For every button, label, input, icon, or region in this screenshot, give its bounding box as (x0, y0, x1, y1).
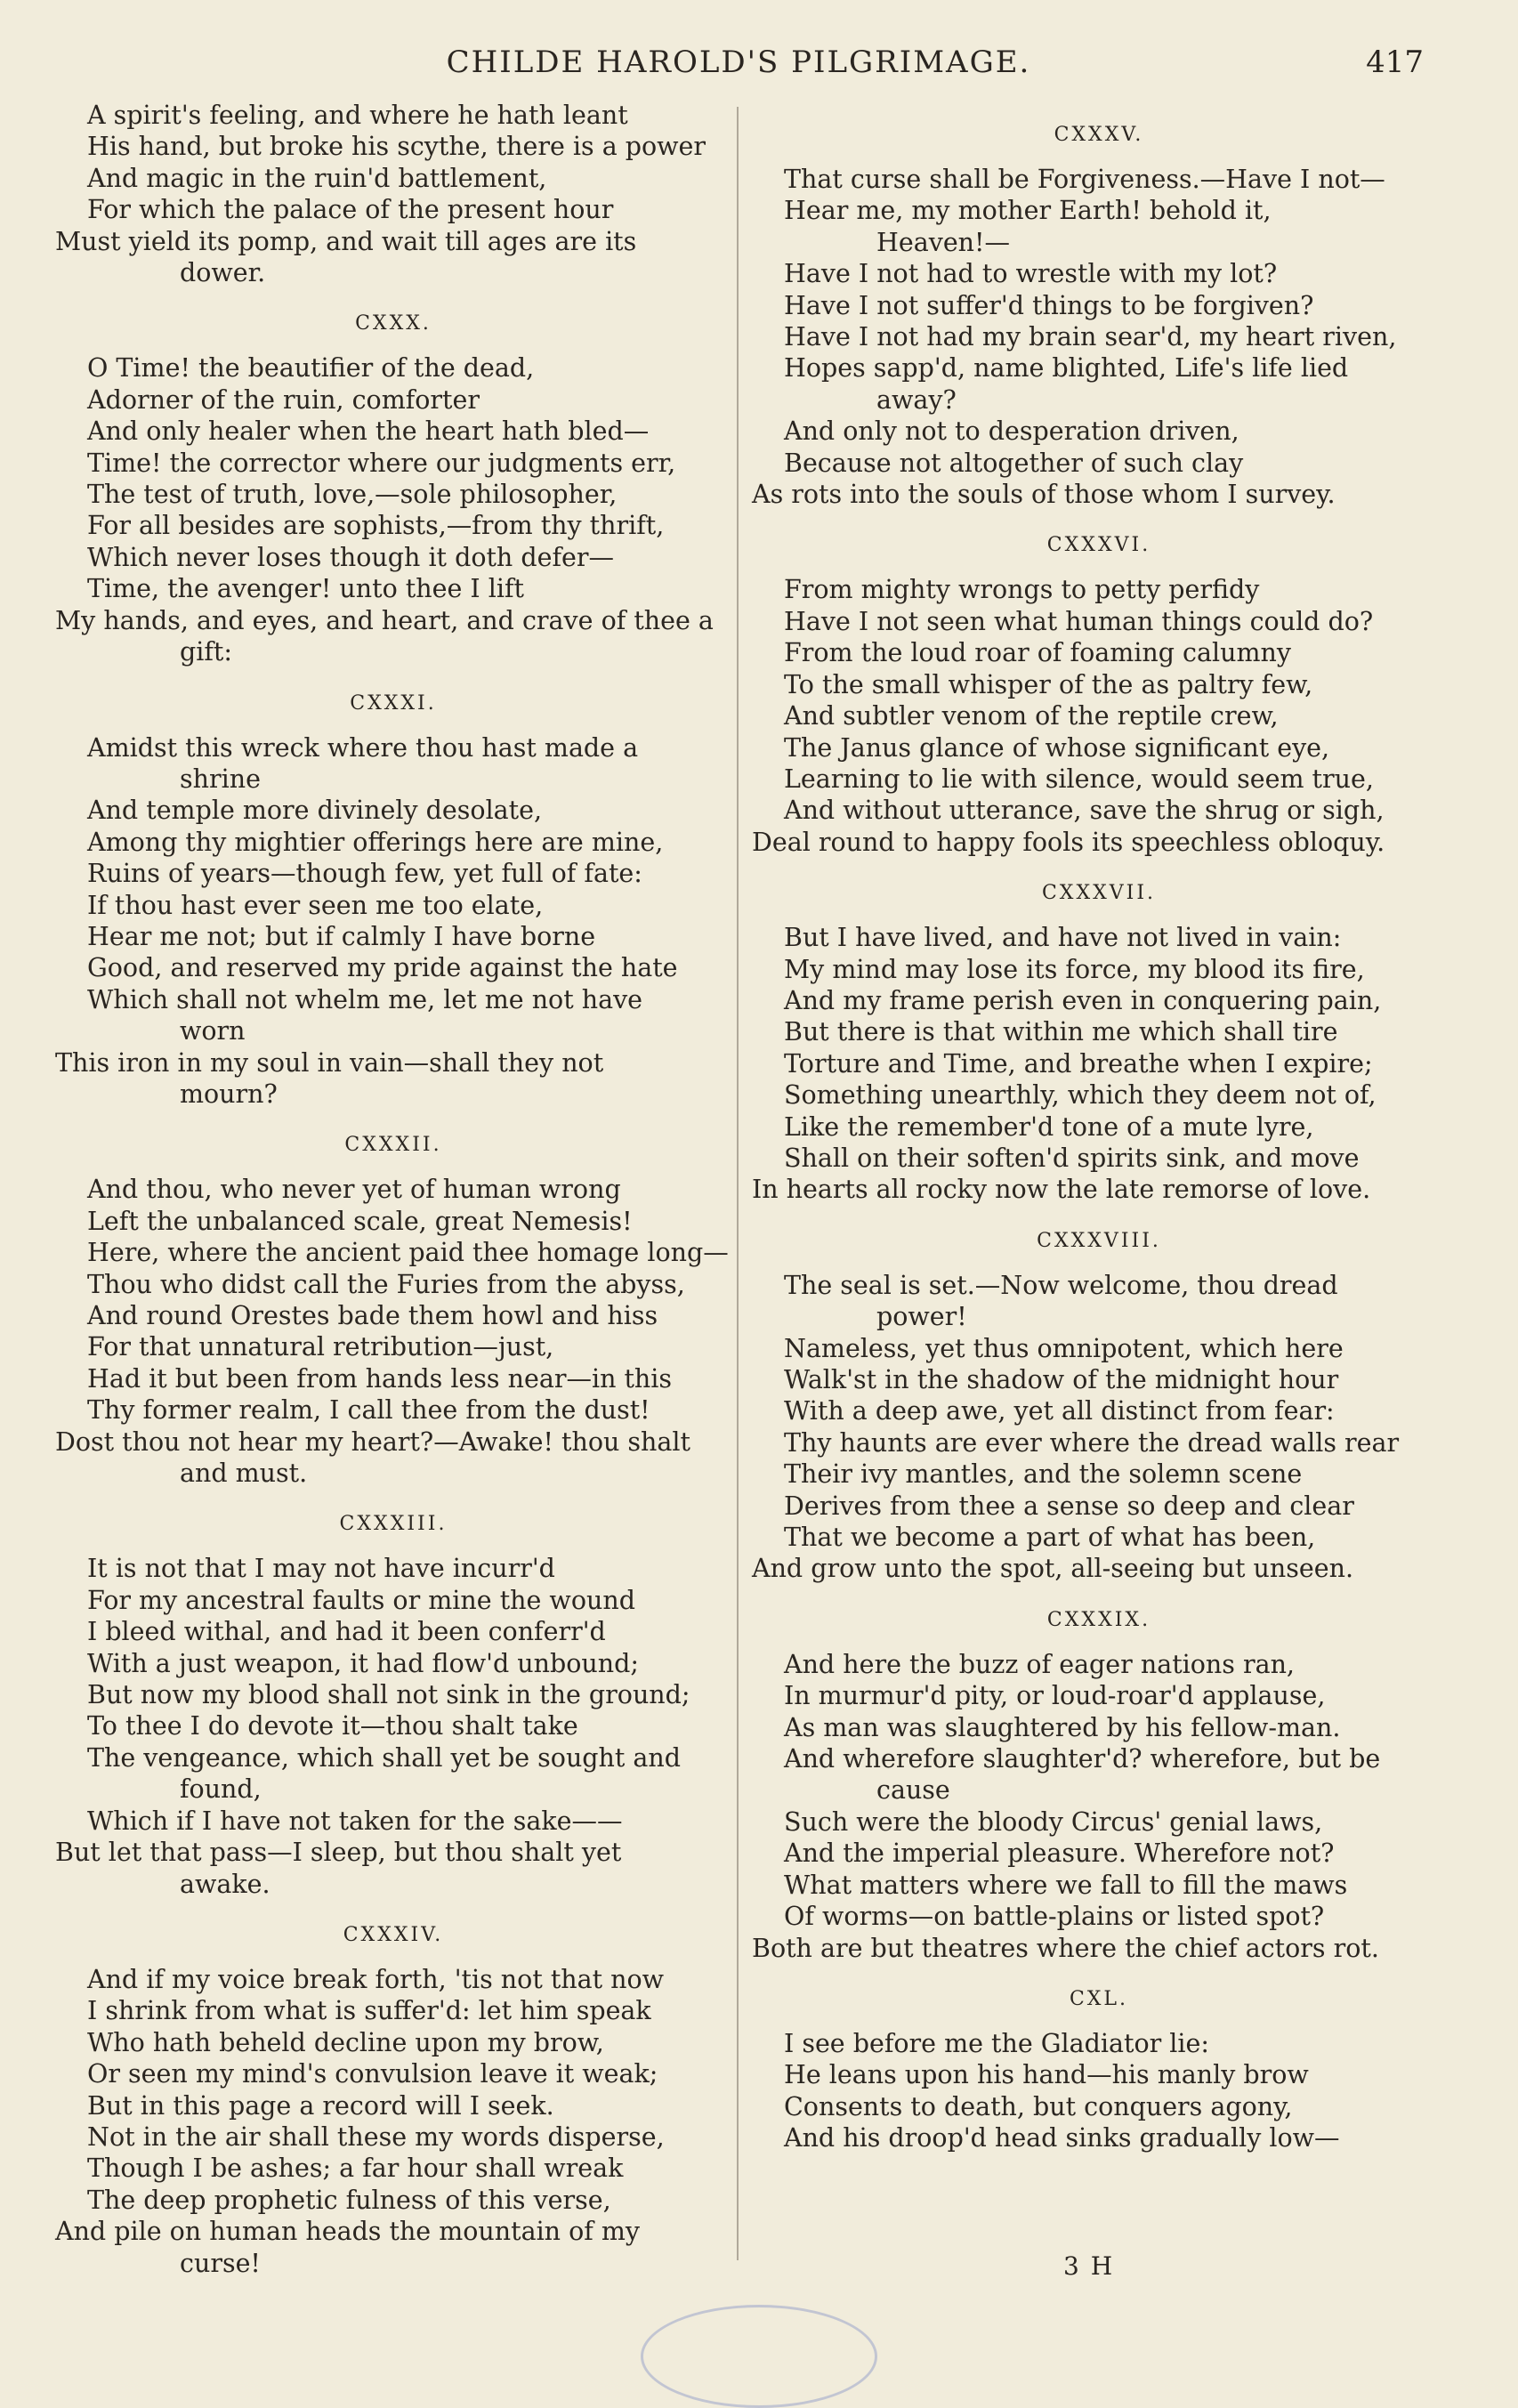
verse-line: To thee I do devote it—thou shalt take (87, 1711, 578, 1741)
verse-line: mourn? (180, 1079, 278, 1109)
verse-line: In hearts all rocky now the late remorse of love. (752, 1175, 1371, 1205)
verse-line: Amidst this wreck where thou hast made a (87, 732, 639, 763)
verse-line: worn (180, 1016, 246, 1046)
verse-line: The deep prophetic fulness of this verse, (87, 2185, 611, 2215)
verse-line: Have I not had to wrestle with my lot? (784, 259, 1278, 289)
verse-line: For all besides are sophists,—from thy thrift, (87, 511, 665, 541)
verse-line: And if my voice break forth, 'tis not that now (87, 1964, 665, 1994)
verse-line: That we become a part of what has been, (784, 1523, 1316, 1553)
verse-line: Among thy mightier offerings here are mine, (87, 827, 664, 857)
verse-line: He leans upon his hand—his manly brow (784, 2060, 1309, 2090)
verse-line: But I have lived, and have not lived in vain: (784, 923, 1342, 953)
stanza (55, 691, 731, 1111)
verse-line: Of worms—on battle-plains or listed spot? (784, 1902, 1325, 1932)
signature-mark: 3 H (1063, 2251, 1115, 2281)
stanza-numeral: CXXXIV. (343, 1923, 444, 1946)
verse-line: As man was slaughtered by his fellow-man. (784, 1712, 1341, 1742)
verse-line: Though I be ashes; a far hour shall wreak (87, 2153, 624, 2184)
verse-line: Adorner of the ruin, comforter (87, 384, 480, 415)
verse-line: But in this page a record will I seek. (87, 2090, 554, 2121)
verse-line: Walk'st in the shadow of the midnight hour (784, 1365, 1339, 1394)
verse-line: His hand, but broke his scythe, there is a power (87, 132, 707, 162)
verse-line: A spirit's feeling, and where he hath leant (87, 101, 628, 130)
verse-line: Had it but been from hands less near—in this (87, 1363, 673, 1394)
verse-line: Which if I have not taken for the sake—— (87, 1806, 623, 1836)
stanza (752, 533, 1446, 858)
verse-line: Which shall not whelm me, let me not have (87, 984, 643, 1014)
verse-line: Have I not had my brain sear'd, my heart riven, (784, 322, 1397, 352)
verse-line: Must yield its pomp, and wait till ages are its (55, 226, 637, 256)
stanza (752, 881, 1446, 1206)
verse-line: Because not altogether of such clay (784, 448, 1244, 478)
verse-line: Heaven!— (876, 227, 1010, 257)
stanza (752, 1608, 1446, 1964)
verse-line: Thy haunts are ever where the dread walls rear (784, 1427, 1400, 1458)
verse-line: The Janus glance of whose significant eye, (784, 732, 1330, 763)
verse-line: And the imperial pleasure. Wherefore not? (784, 1838, 1335, 1869)
stanza (55, 100, 731, 288)
stanza (55, 1923, 731, 2279)
verse-line: And thou, who never yet of human wrong (87, 1175, 621, 1205)
stanza-numeral: CXXXII. (344, 1134, 442, 1157)
verse-line: Left the unbalanced scale, great Nemesis! (87, 1206, 633, 1236)
stanza (55, 1133, 731, 1489)
verse-line: For which the palace of the present hour (87, 195, 614, 225)
verse-line: Ruins of years—though few, yet full of fate: (87, 859, 642, 889)
verse-line: Good, and reserved my pride against the hate (87, 953, 678, 983)
verse-line: And pile on human heads the mountain of my (55, 2217, 640, 2247)
verse-line: Shall on their soften'd spirits sink, and move (784, 1143, 1360, 1173)
stanza (752, 1229, 1446, 1585)
verse-line: My hands, and eyes, and heart, and crave of thee a (55, 605, 714, 635)
verse-line: And round Orestes bade them howl and hiss (87, 1301, 658, 1330)
verse-line: curse! (180, 2248, 261, 2278)
stanza-numeral: CXL. (1069, 1987, 1129, 2010)
verse-line: Such were the bloody Circus' genial laws, (784, 1806, 1323, 1837)
verse-line: Not in the air shall these my words disperse, (87, 2121, 665, 2152)
verse-line: But now my blood shall not sink in the ground; (87, 1680, 690, 1710)
verse-line: Torture and Time, and breathe when I expire; (784, 1048, 1373, 1079)
verse-line: What matters where we fall to fill the maws (784, 1870, 1348, 1900)
verse-line: Which never loses though it doth defer— (87, 542, 614, 572)
verse-line: gift: (180, 637, 232, 667)
stanza-numeral: CXXXVII. (1041, 882, 1157, 905)
verse-line: In murmur'd pity, or loud-roar'd applause, (784, 1681, 1326, 1711)
verse-line: Derives from thee a sense so deep and clear (784, 1491, 1354, 1521)
stanza (752, 123, 1446, 510)
verse-line: I shrink from what is suffer'd: let him speak (87, 1996, 651, 2026)
verse-line: Something unearthly, which they deem not of, (784, 1080, 1377, 1111)
verse-line: But let that pass—I sleep, but thou shalt yet (55, 1838, 622, 1868)
verse-line: awake. (180, 1869, 270, 1899)
verse-line: My mind may lose its force, my blood its fire, (784, 954, 1365, 984)
verse-line: And without utterance, save the shrug or sigh, (784, 796, 1385, 826)
verse-line: away? (876, 384, 957, 415)
column-divider (737, 107, 739, 2260)
verse-line: Have I not suffer'd things to be forgiven? (784, 290, 1314, 320)
verse-line: That curse shall be Forgiveness.—Have I not— (784, 165, 1385, 194)
page-number: 417 (1366, 44, 1424, 80)
verse-line: I see before me the Gladiator lie: (784, 2028, 1210, 2058)
verse-line: And my frame perish even in conquering pain, (784, 985, 1382, 1015)
verse-line: Thy former realm, I call thee from the dust! (87, 1395, 650, 1426)
verse-line: And subtler venom of the reptile crew, (784, 701, 1279, 731)
verse-line: Dost thou not hear my heart?—Awake! thou shalt (55, 1426, 690, 1457)
verse-line: And only healer when the heart hath bled— (87, 416, 650, 447)
verse-line: From mighty wrongs to petty perfidy (784, 575, 1260, 605)
verse-line: power! (876, 1302, 967, 1332)
stanza-numeral: CXXXI. (350, 691, 437, 715)
verse-line: And only not to desperation driven, (784, 416, 1239, 447)
verse-line: This iron in my soul in vain—shall they not (55, 1047, 604, 1078)
library-stamp (641, 2305, 877, 2408)
verse-line: And magic in the ruin'd battlement, (87, 163, 547, 193)
verse-line: It is not that I may not have incurr'd (87, 1554, 555, 1584)
verse-line: From the loud roar of foaming calumny (784, 638, 1291, 668)
verse-line: Hear me, my mother Earth! behold it, (784, 196, 1272, 226)
stanza-numeral: CXXXVI. (1046, 534, 1151, 557)
verse-line: Both are but theatres where the chief actors rot. (752, 1933, 1379, 1963)
verse-line: Time! the corrector where our judgments err, (87, 448, 676, 478)
stanza-numeral: CXXXV. (1054, 124, 1144, 146)
verse-line: Time, the avenger! unto thee I lift (87, 574, 524, 604)
verse-line: And wherefore slaughter'd? wherefore, but be (784, 1744, 1381, 1774)
verse-line: With a deep awe, yet all distinct from fear: (784, 1396, 1335, 1426)
verse-line: To the small whisper of the as paltry few, (784, 669, 1313, 699)
verse-line: Who hath beheld decline upon my brow, (87, 2027, 604, 2057)
verse-line: Thou who didst call the Furies from the abyss, (87, 1269, 685, 1299)
verse-line: And temple more divinely desolate, (87, 796, 543, 826)
left-column (55, 100, 731, 2279)
verse-line: dower. (180, 258, 266, 288)
verse-line: Like the remember'd tone of a mute lyre, (784, 1111, 1314, 1142)
verse-line: Here, where the ancient paid thee homage long— (87, 1238, 729, 1268)
verse-line: shrine (180, 764, 261, 794)
stanza-numeral: CXXXIII. (339, 1513, 448, 1536)
verse-line: And grow unto the spot, all-seeing but unseen. (752, 1554, 1354, 1584)
running-head (53, 44, 1424, 87)
verse-line: If thou hast ever seen me too elate, (87, 890, 544, 920)
verse-line: The seal is set.—Now welcome, thou dread (784, 1270, 1338, 1300)
right-column (752, 100, 1446, 2154)
verse-line: I bleed withal, and had it been conferr'd (87, 1617, 606, 1647)
stanza (55, 1512, 731, 1899)
verse-line: Learning to lie with silence, would seem true, (784, 764, 1374, 794)
running-title: CHILDE HAROLD'S PILGRIMAGE. (446, 44, 1031, 80)
verse-line: and must. (180, 1459, 308, 1489)
verse-line: And here the buzz of eager nations ran, (784, 1649, 1295, 1679)
verse-line: But there is that within me which shall tire (784, 1017, 1338, 1047)
stanza-numeral: CXXXIX. (1046, 1608, 1151, 1631)
verse-line: Their ivy mantles, and the solemn scene (784, 1459, 1303, 1490)
verse-line: As rots into the souls of those whom I survey. (752, 480, 1336, 510)
verse-line: For my ancestral faults or mine the wound (87, 1585, 635, 1615)
verse-line: For that unnatural retribution—just, (87, 1332, 554, 1362)
verse-line: cause (876, 1775, 950, 1806)
verse-line: The test of truth, love,—sole philosopher, (87, 480, 618, 510)
verse-line: Consents to death, but conquers agony, (784, 2091, 1293, 2121)
verse-line: Have I not seen what human things could do? (784, 606, 1374, 636)
verse-line: The vengeance, which shall yet be sought and (87, 1742, 682, 1773)
stanza-numeral: CXXX. (355, 312, 432, 335)
verse-line: found, (180, 1774, 262, 1805)
verse-line: Hear me not; but if calmly I have borne (87, 921, 596, 951)
verse-line: Hopes sapp'd, name blighted, Life's life lied (784, 353, 1349, 384)
stanza (752, 1987, 1446, 2154)
verse-line: With a just weapon, it had flow'd unbound; (87, 1648, 639, 1678)
verse-line: Nameless, yet thus omnipotent, which here (784, 1333, 1344, 1363)
stanza (55, 311, 731, 667)
verse-line: O Time! the beautifier of the dead, (87, 353, 535, 384)
verse-line: Or seen my mind's convulsion leave it weak; (87, 2059, 658, 2089)
verse-line: And his droop'd head sinks gradually low— (784, 2123, 1340, 2153)
stanza-numeral: CXXXVIII. (1037, 1229, 1161, 1252)
verse-line: Deal round to happy fools its speechless obloquy. (752, 827, 1385, 857)
